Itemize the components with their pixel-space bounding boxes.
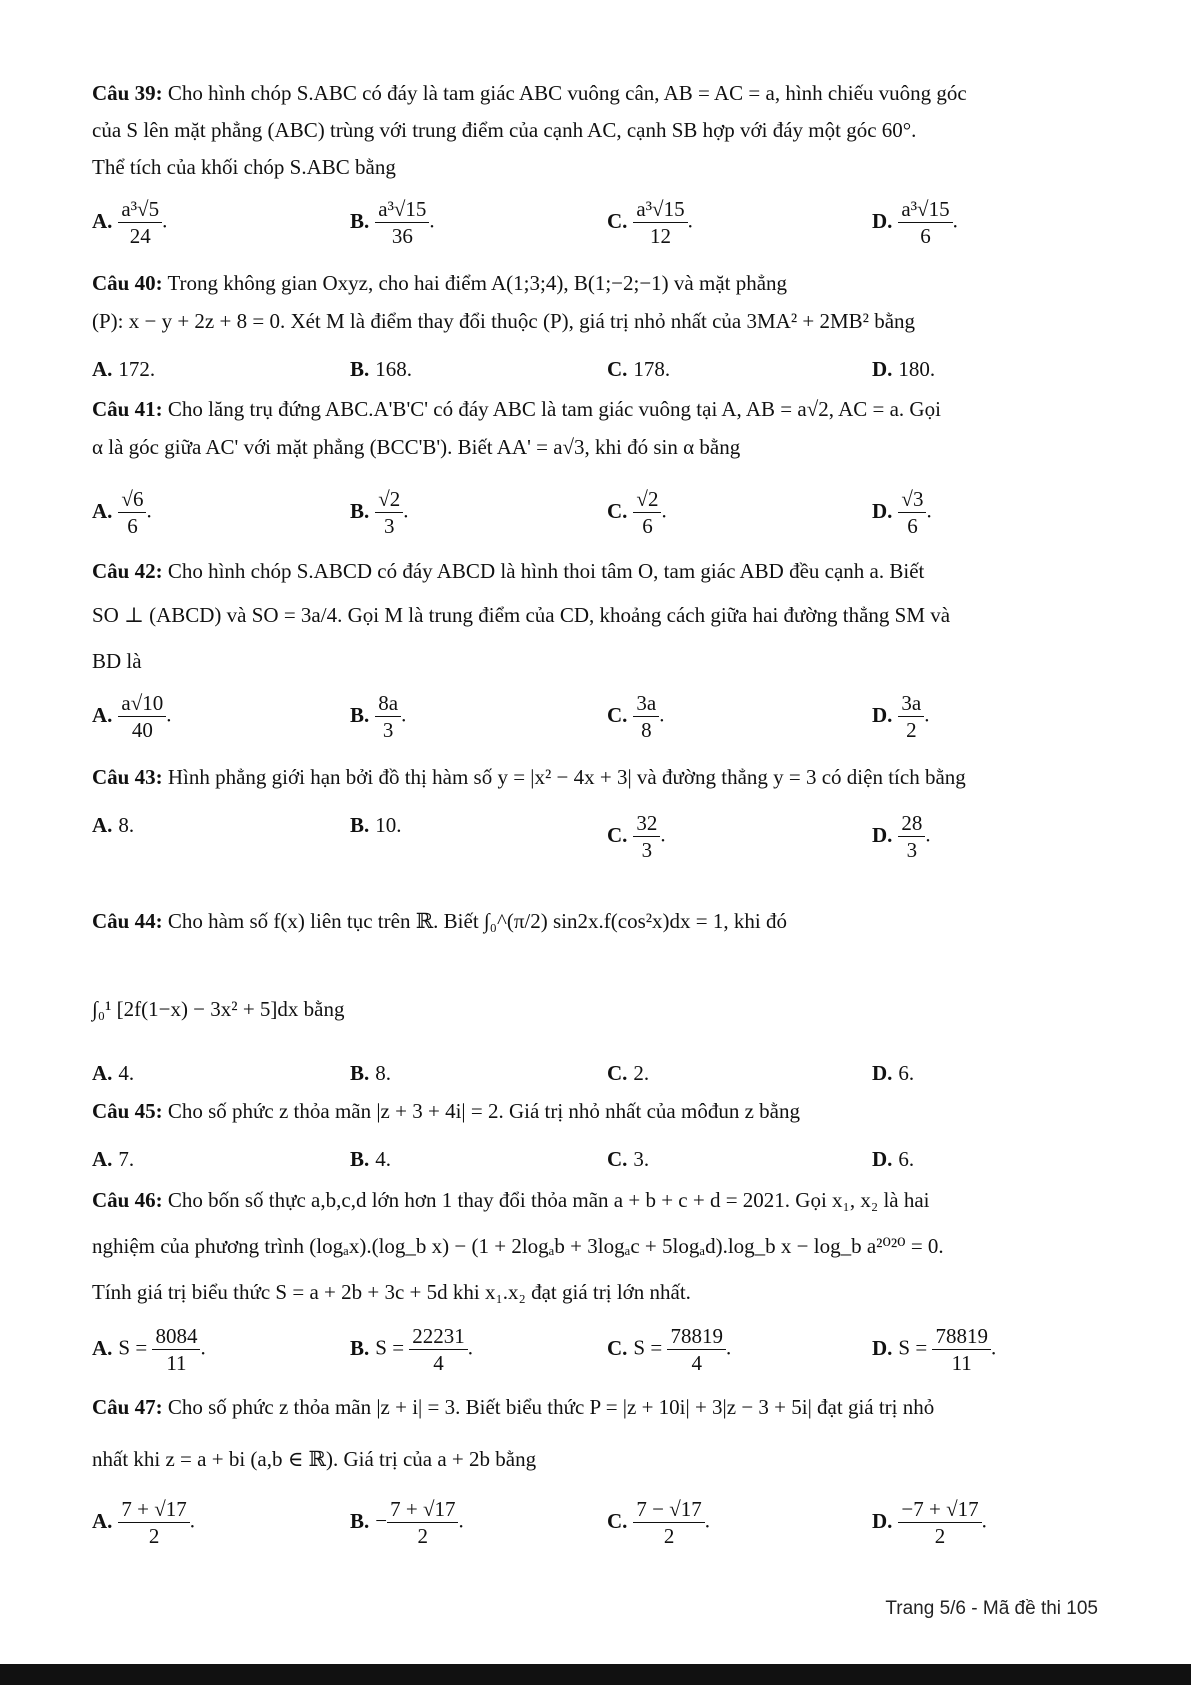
fraction-numerator: √2: [633, 486, 661, 513]
answer-option-d: [872, 1058, 914, 1090]
option-value: 7.: [118, 1147, 135, 1171]
question-text: Thể tích của khối chóp S.ABC bằng: [92, 155, 396, 179]
answer-option-b: [350, 1496, 464, 1550]
option-fraction: [118, 486, 146, 540]
fraction-denominator: 6: [642, 514, 653, 539]
question-text: Trong không gian Oxyz, cho hai điểm A(1;3;4), B(1;−2;−1) và mặt phẳng: [167, 271, 788, 295]
option-letter: B.: [350, 357, 370, 381]
question-text: SO ⊥ (ABCD) và SO = 3a/4. Gọi M là trung điểm của CD, khoảng cách giữa hai đường thẳng SM và: [92, 603, 951, 627]
answer-option-d: [872, 1496, 987, 1550]
option-suffix: .: [981, 1508, 987, 1533]
question-label: Câu 43:: [92, 765, 163, 789]
fraction-numerator: 8a: [375, 690, 401, 717]
option-letter: C.: [607, 1335, 628, 1360]
option-letter: B.: [350, 1335, 370, 1360]
question-label: Câu 39:: [92, 81, 163, 105]
option-suffix: .: [659, 702, 665, 727]
option-value: 10.: [375, 813, 402, 837]
fraction-numerator: √2: [375, 486, 403, 513]
fraction-numerator: 7 − √17: [633, 1496, 704, 1523]
answer-option-a: [92, 690, 172, 744]
option-fraction: [633, 690, 659, 744]
option-letter: B.: [350, 813, 370, 837]
fraction-denominator: 2: [663, 1524, 675, 1549]
fraction-denominator: 6: [920, 224, 931, 249]
option-fraction: [152, 1323, 200, 1377]
fraction-numerator: 22231: [409, 1323, 468, 1350]
answer-option-d: [872, 486, 932, 540]
option-fraction: [898, 690, 924, 744]
fraction-denominator: 3: [382, 718, 394, 743]
option-fraction: [387, 1496, 458, 1550]
question-text: nghiệm của phương trình (logₐx).(log_b x) − (1 + 2logₐb + 3logₐc + 5logₐd).log_b x − log_b a²⁰²⁰ = 0.: [92, 1234, 944, 1258]
option-prefix: S =: [633, 1335, 668, 1360]
option-letter: C.: [607, 822, 628, 847]
fraction-denominator: 36: [391, 224, 413, 249]
option-letter: C.: [607, 498, 628, 523]
option-value: 4.: [118, 1061, 135, 1085]
option-suffix: .: [200, 1335, 206, 1360]
option-suffix: .: [661, 498, 667, 523]
fraction-numerator: 3a: [633, 690, 659, 717]
option-letter: A.: [92, 1335, 113, 1360]
fraction-denominator: 2: [148, 1524, 160, 1549]
option-letter: C.: [607, 702, 628, 727]
option-value: 180.: [898, 357, 936, 381]
option-letter: C.: [607, 357, 628, 381]
fraction-denominator: 2: [934, 1524, 946, 1549]
option-prefix: S =: [375, 1335, 410, 1360]
fraction-denominator: 3: [641, 838, 653, 863]
fraction-numerator: 78819: [667, 1323, 726, 1350]
fraction-denominator: 4: [691, 1351, 702, 1376]
question-text: Hình phẳng giới hạn bởi đồ thị hàm số y = |x² − 4x + 3| và đường thẳng y = 3 có diện tích bằng: [167, 765, 966, 789]
option-value: 172.: [118, 357, 156, 381]
option-letter: A.: [92, 702, 113, 727]
answer-option-c: [607, 1323, 731, 1377]
fraction-denominator: 8: [641, 718, 652, 743]
fraction-denominator: 6: [907, 514, 918, 539]
option-fraction: [667, 1323, 726, 1377]
fraction-numerator: 3a: [898, 690, 924, 717]
option-letter: B.: [350, 208, 370, 233]
answer-option-b: [350, 1058, 391, 1090]
option-suffix: .: [189, 1508, 196, 1533]
fraction-numerator: a³√15: [898, 196, 952, 223]
option-fraction: [932, 1323, 991, 1377]
question-text: Cho hình chóp S.ABC có đáy là tam giác ABC vuông cân, AB = AC = a, hình chiếu vuông góc: [167, 81, 967, 105]
option-letter: B.: [350, 702, 370, 727]
option-fraction: [118, 690, 166, 744]
answer-option-a: [92, 354, 155, 386]
answer-option-c: [607, 810, 666, 864]
option-letter: A.: [92, 1508, 113, 1533]
answer-option-c: [607, 1144, 649, 1176]
option-suffix: .: [925, 822, 931, 847]
option-letter: C.: [607, 1147, 628, 1171]
fraction-denominator: 12: [650, 224, 671, 249]
option-letter: D.: [872, 822, 893, 847]
answer-option-a: [92, 486, 152, 540]
option-fraction: [633, 196, 687, 250]
fraction-denominator: 2: [417, 1524, 429, 1549]
option-letter: D.: [872, 1061, 893, 1085]
option-letter: A.: [92, 208, 113, 233]
fraction-numerator: a³√15: [375, 196, 429, 223]
answer-option-b: [350, 1323, 473, 1377]
answer-option-a: [92, 1496, 195, 1550]
fraction-numerator: 7 + √17: [387, 1496, 458, 1523]
answer-option-a: [92, 196, 167, 250]
option-suffix: .: [166, 702, 172, 727]
fraction-denominator: 3: [906, 838, 918, 863]
option-letter: A.: [92, 813, 113, 837]
question-text: ∫₀¹ [2f(1−x) − 3x² + 5]dx bằng: [92, 997, 345, 1021]
answer-option-d: [872, 354, 935, 386]
question-text: (P): x − y + 2z + 8 = 0. Xét M là điểm thay đổi thuộc (P), giá trị nhỏ nhất của 3MA² + 2MB² bằng: [92, 309, 916, 333]
answer-option-d: [872, 810, 931, 864]
option-letter: D.: [872, 1508, 893, 1533]
question-label: Câu 47:: [92, 1395, 163, 1419]
option-letter: A.: [92, 1061, 113, 1085]
question-text: BD là: [92, 649, 142, 673]
fraction-numerator: a³√5: [118, 196, 162, 223]
answer-option-a: [92, 1144, 134, 1176]
answer-option-d: [872, 690, 930, 744]
fraction-numerator: 7 + √17: [118, 1496, 189, 1523]
option-letter: A.: [92, 1147, 113, 1171]
option-value: 168.: [375, 357, 413, 381]
answer-option-c: [607, 1058, 649, 1090]
option-value: 178.: [633, 357, 671, 381]
option-letter: D.: [872, 1335, 893, 1360]
fraction-numerator: a³√15: [633, 196, 687, 223]
option-letter: D.: [872, 208, 893, 233]
option-suffix: .: [926, 498, 932, 523]
answer-option-b: [350, 354, 412, 386]
question-text: α là góc giữa AC' với mặt phẳng (BCC'B'). Biết AA' = a√3, khi đó sin α bằng: [92, 435, 741, 459]
option-letter: B.: [350, 1061, 370, 1085]
answer-option-d: [872, 1323, 996, 1377]
option-prefix: S =: [898, 1335, 933, 1360]
option-letter: B.: [350, 1508, 370, 1533]
question-text: nhất khi z = a + bi (a,b ∈ ℝ). Giá trị của a + 2b bằng: [92, 1447, 537, 1471]
fraction-numerator: √6: [118, 486, 146, 513]
answer-option-b: [350, 810, 402, 842]
answer-option-c: [607, 486, 667, 540]
fraction-denominator: 40: [131, 718, 153, 743]
question-label: Câu 42:: [92, 559, 163, 583]
answer-option-b: [350, 486, 409, 540]
option-letter: A.: [92, 498, 113, 523]
question-text: Tính giá trị biểu thức S = a + 2b + 3c + 5d khi x₁.x₂ đạt giá trị lớn nhất.: [92, 1280, 691, 1304]
fraction-numerator: 78819: [932, 1323, 991, 1350]
fraction-denominator: 3: [384, 514, 395, 539]
answer-option-a: [92, 1058, 134, 1090]
answer-option-b: [350, 196, 435, 250]
option-letter: C.: [607, 1508, 628, 1533]
option-fraction: [898, 1496, 981, 1550]
fraction-denominator: 2: [906, 718, 917, 743]
answer-option-c: [607, 690, 665, 744]
option-letter: A.: [92, 357, 113, 381]
option-suffix: .: [467, 1335, 474, 1360]
option-letter: C.: [607, 1061, 628, 1085]
question-text: Cho số phức z thỏa mãn |z + 3 + 4i| = 2. Giá trị nhỏ nhất của môđun z bằng: [167, 1099, 800, 1123]
option-value: 3.: [633, 1147, 650, 1171]
option-value: 6.: [898, 1061, 915, 1085]
option-letter: D.: [872, 498, 893, 523]
option-suffix: .: [725, 1335, 732, 1360]
question-label: Câu 41:: [92, 397, 163, 421]
option-suffix: .: [162, 208, 168, 233]
option-letter: D.: [872, 702, 893, 727]
option-fraction: [375, 196, 429, 250]
option-fraction: [898, 196, 952, 250]
question-label: Câu 46:: [92, 1188, 163, 1212]
option-value: 4.: [375, 1147, 392, 1171]
option-value: 8.: [118, 813, 135, 837]
option-fraction: [898, 810, 925, 864]
answer-option-c: [607, 1496, 710, 1550]
answer-option-b: [350, 1144, 391, 1176]
fraction-denominator: 4: [433, 1351, 444, 1376]
answer-option-a: [92, 1323, 206, 1377]
option-fraction: [118, 1496, 189, 1550]
option-suffix: .: [429, 208, 435, 233]
fraction-numerator: 8084: [152, 1323, 200, 1350]
fraction-denominator: 6: [127, 514, 138, 539]
option-suffix: .: [401, 702, 407, 727]
option-fraction: [633, 810, 660, 864]
question-text: Cho hình chóp S.ABCD có đáy ABCD là hình thoi tâm O, tam giác ABD đều cạnh a. Biết: [167, 559, 925, 583]
option-suffix: .: [687, 208, 693, 233]
option-value: 6.: [898, 1147, 915, 1171]
option-letter: B.: [350, 498, 370, 523]
question-text: Cho hàm số f(x) liên tục trên ℝ. Biết ∫₀^(π/2) sin2x.f(cos²x)dx = 1, khi đó: [167, 909, 787, 933]
question-label: Câu 44:: [92, 909, 163, 933]
fraction-numerator: 28: [898, 810, 925, 837]
fraction-numerator: 32: [633, 810, 660, 837]
option-value: 2.: [633, 1061, 650, 1085]
option-letter: D.: [872, 1147, 893, 1171]
option-suffix: .: [924, 702, 930, 727]
option-prefix: −: [375, 1508, 388, 1533]
option-suffix: .: [146, 498, 152, 523]
fraction-denominator: 24: [129, 224, 151, 249]
fraction-denominator: 11: [166, 1351, 187, 1376]
question-text: của S lên mặt phẳng (ABC) trùng với trung điểm của cạnh AC, cạnh SB hợp với đáy một góc 60°.: [92, 118, 917, 142]
option-suffix: .: [458, 1508, 464, 1533]
option-letter: B.: [350, 1147, 370, 1171]
option-fraction: [633, 1496, 704, 1550]
option-suffix: .: [660, 822, 666, 847]
question-text: Cho số phức z thỏa mãn |z + i| = 3. Biết biểu thức P = |z + 10i| + 3|z − 3 + 5i| đạt giá trị nhỏ: [167, 1395, 935, 1419]
option-prefix: S =: [118, 1335, 153, 1360]
option-value: 8.: [375, 1061, 392, 1085]
option-fraction: [409, 1323, 468, 1377]
question-text: Cho bốn số thực a,b,c,d lớn hơn 1 thay đổi thỏa mãn a + b + c + d = 2021. Gọi x₁, x₂ là hai: [167, 1188, 930, 1212]
answer-option-c: [607, 196, 693, 250]
option-letter: D.: [872, 357, 893, 381]
page-footer: Trang 5/6 - Mã đề thi 105: [885, 1598, 1098, 1619]
option-fraction: [118, 196, 162, 250]
question-label: Câu 45:: [92, 1099, 163, 1123]
option-fraction: [375, 690, 401, 744]
option-suffix: .: [990, 1335, 997, 1360]
answer-option-d: [872, 1144, 914, 1176]
answer-option-a: [92, 810, 134, 842]
option-fraction: [375, 486, 403, 540]
option-suffix: .: [704, 1508, 711, 1533]
option-letter: C.: [607, 208, 628, 233]
answer-option-d: [872, 196, 958, 250]
question-text: Cho lăng trụ đứng ABC.A'B'C' có đáy ABC là tam giác vuông tại A, AB = a√2, AC = a. Gọi: [167, 397, 941, 421]
scan-edge: [0, 1664, 1191, 1685]
fraction-numerator: a√10: [118, 690, 166, 717]
fraction-numerator: −7 + √17: [898, 1496, 981, 1523]
option-suffix: .: [952, 208, 958, 233]
option-suffix: .: [403, 498, 409, 523]
option-fraction: [633, 486, 661, 540]
fraction-denominator: 11: [951, 1351, 972, 1376]
answer-option-c: [607, 354, 670, 386]
question-label: Câu 40:: [92, 271, 163, 295]
option-fraction: [898, 486, 926, 540]
fraction-numerator: √3: [898, 486, 926, 513]
answer-option-b: [350, 690, 406, 744]
